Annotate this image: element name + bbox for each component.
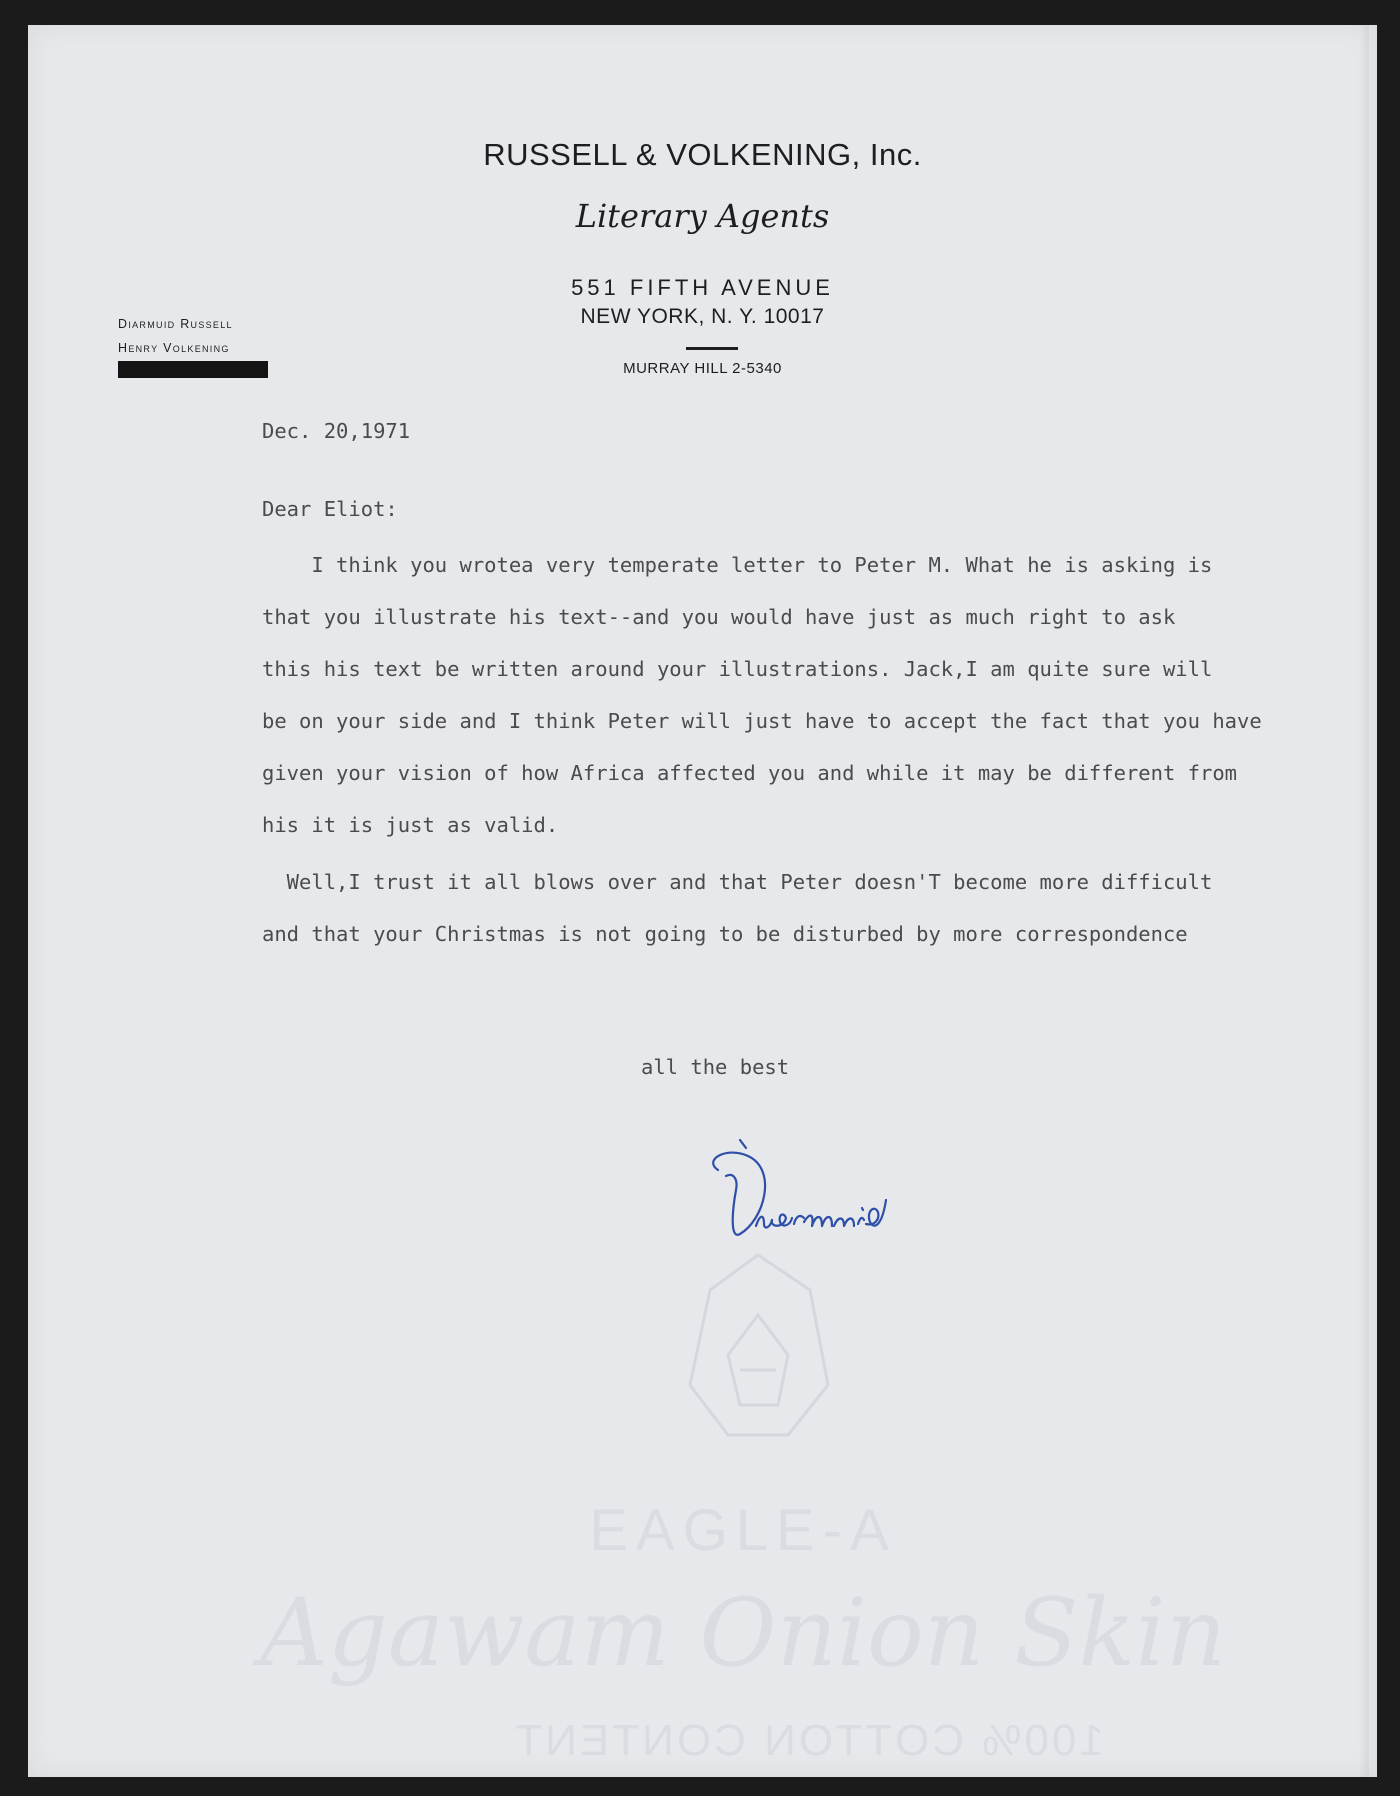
eagle-emblem-icon	[690, 1255, 828, 1435]
letter-closing: all the best	[641, 1055, 790, 1079]
body-line: Well,I trust it all blows over and that Peter doesn'T become more difficult	[262, 870, 1213, 894]
letterhead-street: 551 FIFTH AVENUE	[571, 275, 834, 300]
body-line: this his text be written around your illustrations. Jack,I am quite sure will	[262, 657, 1213, 681]
body-line: that you illustrate his text--and you would have just as much right to ask	[262, 605, 1176, 629]
letterhead-city: NEW YORK, N. Y. 10017	[580, 305, 825, 328]
letterhead-tagline: Literary Agents	[575, 197, 830, 235]
watermark-brand: EAGLE-A	[589, 1498, 897, 1563]
redaction-bar	[118, 361, 268, 378]
letter-salutation: Dear Eliot:	[262, 497, 398, 521]
body-line: his it is just as valid.	[262, 813, 559, 837]
body-line: be on your side and I think Peter will just have to accept the fact that you have	[262, 709, 1262, 733]
letter-page	[28, 25, 1377, 1777]
partner-list	[118, 312, 233, 360]
body-line: I think you wrotea very temperate letter to Peter M. What he is asking is	[262, 553, 1213, 577]
watermark-product: Agawam Onion Skin	[259, 1579, 1227, 1688]
partner-name: Diarmuid Russell	[118, 317, 233, 331]
partner-name: Henry Volkening	[118, 341, 230, 355]
letter-date: Dec. 20,1971	[262, 419, 411, 443]
body-line: given your vision of how Africa affected you and while it may be different from	[262, 761, 1238, 785]
body-line: and that your Christmas is not going to be disturbed by more correspondence	[262, 922, 1188, 946]
watermark-content: 100% COTTON CONTENT	[512, 1716, 1104, 1765]
letterhead-phone: MURRAY HILL 2-5340	[623, 360, 782, 377]
handwritten-signature	[698, 1130, 958, 1260]
letterhead-company: RUSSELL & VOLKENING, Inc.	[483, 137, 922, 172]
letterhead-rule	[686, 347, 738, 350]
